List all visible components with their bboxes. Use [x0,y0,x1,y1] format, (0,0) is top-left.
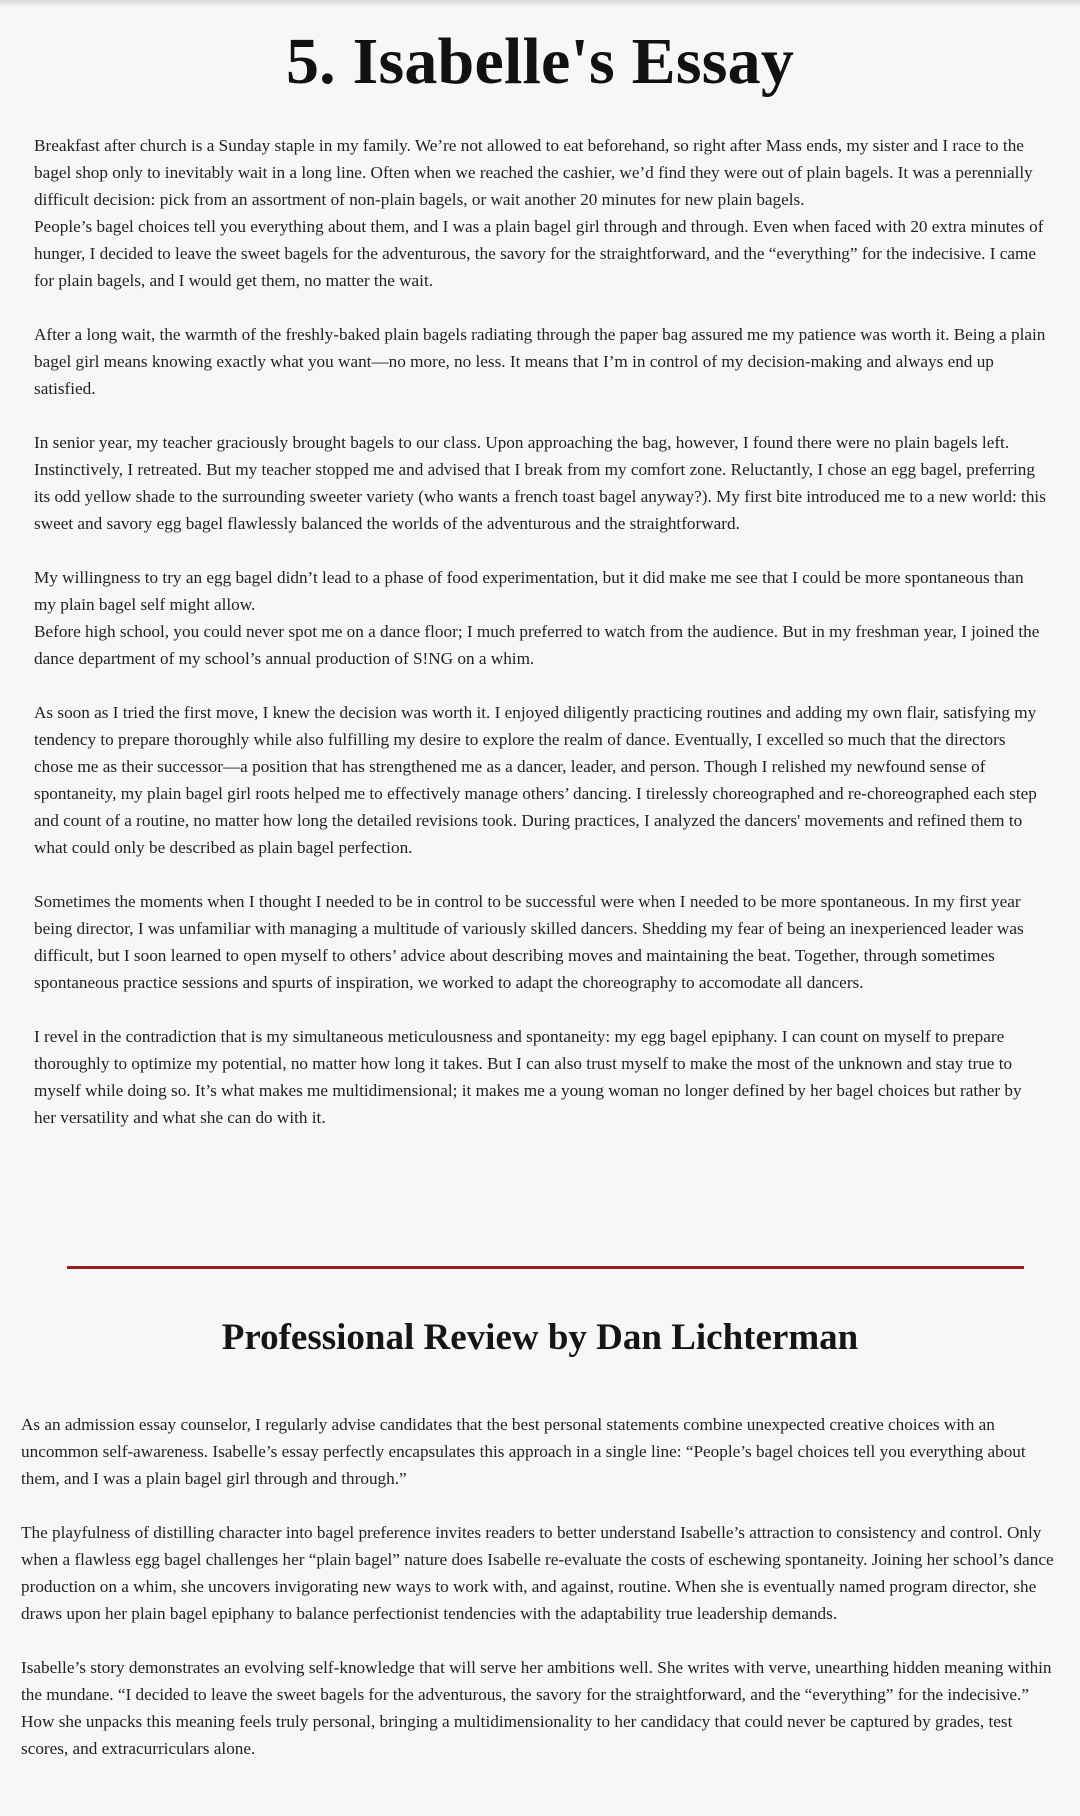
paragraph-spacer [34,402,1046,429]
essay-paragraph: I revel in the contradiction that is my simultaneous meticulousness and spontaneity: my egg bagel epiphany. I can count on myself to prepare thoroughly to optimize my potential, no matter how long it takes. But I can also trust myself to make the most of the unknown and stay true to myself while doing so. It’s what makes me multidimensional; it makes me a young woman no longer defined by her bagel choices but rather by her versatility and what she can do with it. [34,1027,1022,1127]
paragraph-spacer [21,1627,1056,1654]
review-paragraph: The playfulness of distilling character into bagel preference invites readers to better understand Isabelle’s attraction to consistency and control. Only when a flawless egg bagel challenges her “plain bagel” nature does Isabelle re-evaluate the costs of eschewing spontaneity. Joining her school’s dance production on a whim, she uncovers invigorating new ways to work with, and against, routine. When she is eventually named program director, she draws upon her plain bagel epiphany to balance perfectionist tendencies with the adaptability true leadership demands. [21,1523,1054,1623]
essay-paragraph: Before high school, you could never spot me on a dance floor; I much preferred to watch from the audience. But in my freshman year, I joined the dance department of my school’s annual production of S!NG on a whim. [34,622,1040,668]
essay-paragraph: In senior year, my teacher graciously brought bagels to our class. Upon approaching the bag, however, I found there were no plain bagels left. Instinctively, I retreated. But my teacher stopped me and advised that I break from my comfort zone. Reluctantly, I chose an egg bagel, preferring its odd yellow shade to the surrounding sweeter variety (who wants a french toast bagel anyway?). My first bite introduced me to a new world: this sweet and savory egg bagel flawlessly balanced the worlds of the adventurous and the straightforward. [34,433,1046,533]
essay-title: 5. Isabelle's Essay [285,25,795,98]
paragraph-spacer [34,996,1046,1023]
paragraph-spacer [34,294,1046,321]
paragraph-spacer [34,672,1046,699]
essay-paragraph: Sometimes the moments when I thought I needed to be in control to be successful were when I needed to be more spontaneous. In my first year being director, I was unfamiliar with managing a multitude of variously skilled dancers. Shedding my fear of being an inexperienced leader was difficult, but I soon learned to open myself to others’ advice about describing moves and maintaining the beat. Together, through sometimes spontaneous practice sessions and spurts of inspiration, we worked to adapt the choreography to accomodate all dancers. [34,892,1024,992]
essay-paragraph: As soon as I tried the first move, I knew the decision was worth it. I enjoyed diligently practicing routines and adding my own flair, satisfying my tendency to prepare thoroughly while also fulfilling my desire to explore the realm of dance. Eventually, I excelled so much that the directors chose me as their successor—a position that has strengthened me as a dancer, leader, and person. Though I relished my newfound sense of spontaneity, my plain bagel girl roots helped me to effectively manage others’ dancing. I tirelessly choreographed and re-choreographed each step and count of a routine, no matter how long the detailed revisions took. During practices, I analyzed the dancers' movements and refined them to what could only be described as plain bagel perfection. [34,703,1037,857]
essay-paragraph: My willingness to try an egg bagel didn’t lead to a phase of food experimentation, but it did make me see that I could be more spontaneous than my plain bagel self might allow. [34,568,1024,614]
section-divider [67,1266,1024,1269]
review-body [21,1411,1056,1762]
paragraph-spacer [34,861,1046,888]
essay-paragraph: Breakfast after church is a Sunday staple in my family. We’re not allowed to eat beforehand, so right after Mass ends, my sister and I race to the bagel shop only to inevitably wait in a long line. Often when we reached the cashier, we’d find they were out of plain bagels. It was a perennially difficult decision: pick from an assortment of non-plain bagels, or wait another 20 minutes for new plain bagels. [34,136,1033,209]
essay-body [34,132,1046,1131]
essay-paragraph: People’s bagel choices tell you everything about them, and I was a plain bagel girl through and through. Even when faced with 20 extra minutes of hunger, I decided to leave the sweet bagels for the adventurous, the savory for the straightforward, and the “everything” for the indecisive. I came for plain bagels, and I would get them, no matter the wait. [34,217,1044,290]
review-paragraph: As an admission essay counselor, I regularly advise candidates that the best personal statements combine unexpected creative choices with an uncommon self-awareness. Isabelle’s essay perfectly encapsulates this approach in a single line: “People’s bagel choices tell you everything about them, and I was a plain bagel girl through and through.” [21,1415,1026,1488]
paragraph-spacer [34,537,1046,564]
review-paragraph: Isabelle’s story demonstrates an evolving self-knowledge that will serve her ambitions well. She writes with verve, unearthing hidden meaning within the mundane. “I decided to leave the sweet bagels for the adventurous, the savory for the straightforward, and the “everything” for the indecisive.” How she unpacks this meaning feels truly personal, bringing a multidimensionality to her candidacy that could never be captured by grades, test scores, and extracurriculars alone. [21,1658,1052,1758]
essay-paragraph: After a long wait, the warmth of the freshly-baked plain bagels radiating through the paper bag assured me my patience was worth it. Being a plain bagel girl means knowing exactly what you want—no more, no less. It means that I’m in control of my decision-making and always end up satisfied. [34,325,1046,398]
paragraph-spacer [21,1492,1056,1519]
review-title: Professional Review by Dan Lichterman [221,1317,859,1358]
top-shadow [0,0,1080,8]
